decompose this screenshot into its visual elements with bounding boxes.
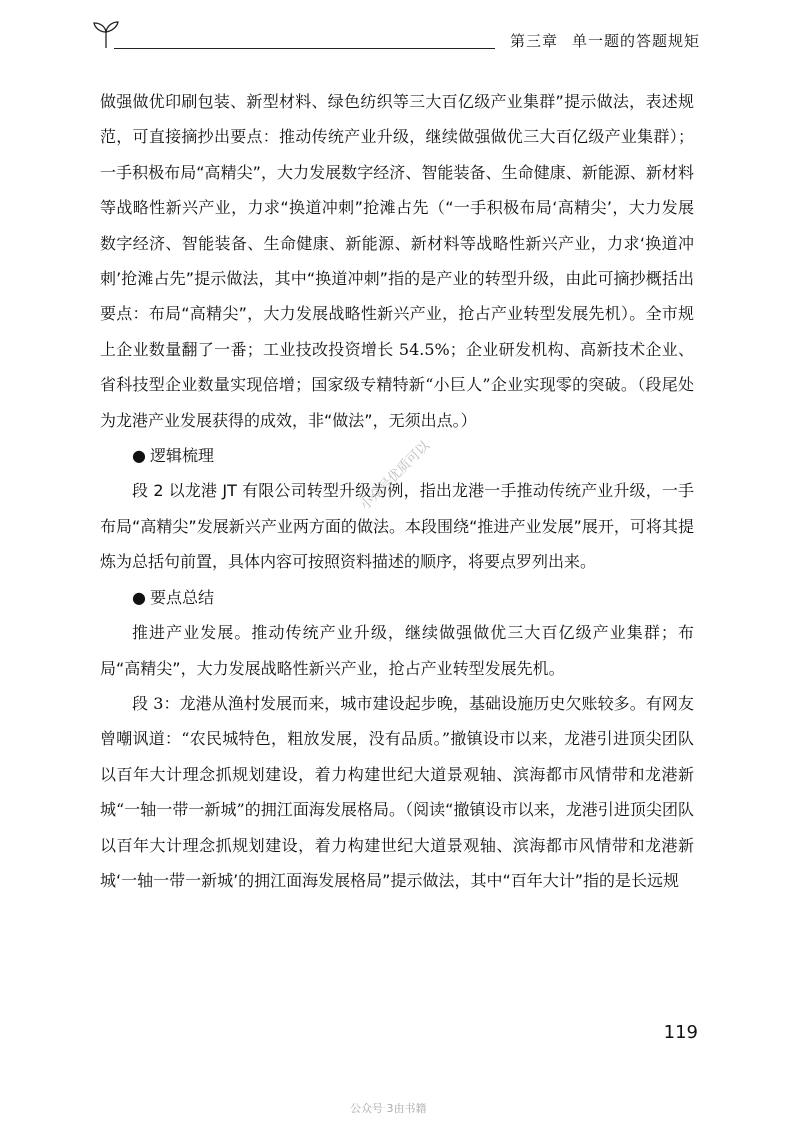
section-heading-summary: ● 要点总结	[132, 587, 214, 607]
paragraph-text: ）。全市规上企业数量翻了一番；工业技改投资增长 54.5%；企业研发机构、高新技术企业、省科技型企业数量实现倍增；国家级专精特新“小巨人”企业实现零的突破。（	[100, 304, 694, 395]
footer-mark: 公众号 3由书籍	[350, 1102, 427, 1115]
paragraph-text: ）	[460, 410, 477, 430]
paragraph-2: 段 2 以龙港 JT 有限公司转型升级为例，指出龙港一手推动传统产业升级，一手布局“高精尖”发展新兴产业两方面的做法。本段围绕“推进产业发展”展开，可将其提炼为总括句前置，具体内容可按照资料描述的顺序，将要点罗列出来。	[100, 481, 694, 572]
paragraph-3: 推进产业发展。推动传统产业升级，继续做强做优三大百亿级产业集群；布局“高精尖”，大力发展战略性新兴产业，抢占产业转型发展先机。	[100, 623, 694, 678]
chapter-title: 单一题的答题规矩	[571, 32, 700, 50]
chapter-number: 第三章	[509, 32, 558, 50]
watermark: 小众号优质可以	[357, 438, 433, 514]
analysis-text: “一手积极布局‘高精尖’，大力发展数字经济、智能装备、生命健康、新能源、新材料等战略性新兴产业，力求‘换道冲刺’抢滩占先”提示做法，其中“换道冲刺”指的是产业的转型升级，由此可摘抄概括出要点：布局“高精尖”，大力发展战略性新兴产业，抢占产业转型发展先机	[100, 198, 694, 324]
chapter-heading	[496, 30, 700, 51]
paragraph-text: 段 3：龙港从渔村发展而来，城市建设起步晚，基础设施历史欠账较多。有网友曾嘲讽道：“农民城特色，粗放发展，没有品质。”撤镇设市以来，龙港引进顶尖团队以百年大计理念抓规划建设，着力构建世纪大道景观轴、滨海都市风情带和龙港新城“一轴一带一新城”的拥江面海发展格局。（	[100, 693, 694, 820]
paragraph-4	[100, 686, 694, 898]
running-header	[92, 14, 700, 54]
bullet-icon: ●	[132, 587, 146, 607]
analysis-text: 阅读“撤镇设市以来，龙港引进顶尖团队以百年大计理念抓规划建设，着力构建世纪大道景观轴、滨海都市风情带和龙港新城‘一轴一带一新城’的拥江面海发展格局”提示做法，其中“百年大计”指的是长远规	[100, 800, 694, 890]
analysis-text: 做强做优印刷包装、新型材料、绿色纺织等三大百亿级产业集群”提示做法，表述规范，可直接摘抄出要点：推动传统产业升级，继续做强做优三大百亿级产业集群）；一手积极布局“高精尖”，大力发展数字经济、智能装备、生命健康、新能源、新材料等战略性新兴产业，力求“换道冲刺”抢滩占先（	[100, 92, 694, 218]
sprout-icon	[92, 20, 120, 50]
section-heading-logic: ● 逻辑梳理	[132, 446, 214, 466]
page-body	[100, 84, 694, 898]
bullet-icon: ●	[132, 446, 146, 466]
analysis-text: 段尾处为龙港产业发展获得的成效，非“做法”，无须出点。	[100, 375, 694, 430]
header-rule	[114, 48, 495, 49]
paragraph-1	[100, 84, 694, 438]
page-number: 119	[663, 1022, 698, 1043]
